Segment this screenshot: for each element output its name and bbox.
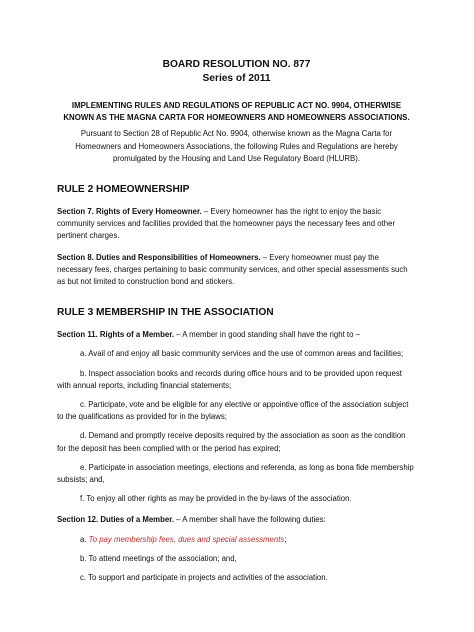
section-12-item-a-prefix: a. (80, 534, 89, 544)
section-12-item-a-suffix: ; (284, 534, 287, 544)
section-11-item-b-line1: b. Inspect association books and records during office hours and to be provided upon request (80, 368, 402, 378)
section-11 (57, 329, 416, 341)
section-11-item-e-line2: subsists; and, (57, 475, 105, 485)
section-11-item-c (57, 399, 416, 423)
section-8-title: Section 8. Duties and Responsibilities of Homeowners. (57, 252, 261, 262)
section-11-item-e-line1: e. Participate in association meetings, elections and referenda, as long as bona fide membership (80, 462, 414, 472)
section-12-item-a-highlight: To pay membership fees, dues and special assessments (88, 534, 285, 544)
section-11-item-d (57, 430, 416, 454)
section-11-text: – A member in good standing shall have the right to – (173, 330, 360, 340)
rule-3-heading: RULE 3 MEMBERSHIP IN THE ASSOCIATION (57, 307, 274, 319)
intro-paragraph: Pursuant to Section 28 of Republic Act No. 9904, otherwise known as the Magna Carta for Homeowners and Homeowners Associations, the following Rules and Regulations are hereby promulgated by the Housing and Land Use Regulatory Board (HLURB). (75, 129, 398, 163)
section-7-text: – Every homeowner has the right to enjoy the basic community services and facilities provided that the homeowner pays the necessary fees and other pertinent charges. (57, 207, 396, 241)
rule-2-heading: RULE 2 HOMEOWNERSHIP (57, 184, 190, 196)
section-12-text: – A member shall have the following duties: (174, 515, 326, 525)
section-11-item-e (57, 462, 416, 486)
section-12-title: Section 12. Duties of a Member. (57, 515, 174, 525)
section-12-item-b: b. To attend meetings of the association; and, (80, 553, 237, 563)
section-12-item-a (57, 534, 416, 546)
section-11-title: Section 11. Rights of a Member. (57, 330, 174, 340)
section-11-item-a: a. Avail of and enjoy all basic community services and the use of common areas and facilities; (80, 349, 404, 359)
section-11-item-b-line2: with annual reports, including financial statements; (57, 380, 232, 390)
section-7-title: Section 7. Rights of Every Homeowner. (57, 207, 202, 217)
section-11-item-c-line1: c. Participate, vote and be eligible for any elective or appointive office of the association subject (80, 400, 409, 410)
section-11-item-f: f. To enjoy all other rights as may be provided in the by-laws of the association. (80, 494, 352, 504)
resolution-series: Series of 2011 (202, 73, 271, 84)
section-11-item-b (57, 368, 416, 392)
section-11-item-d-line2: for the deposit has been complied with or the period has expired; (57, 443, 281, 453)
resolution-title: BOARD RESOLUTION NO. 877 (162, 59, 311, 70)
section-8-text: – Every homeowner must pay the necessary fees, charges pertaining to basic community services, and other special assessments such as but not limited to construction bond and stickers. (57, 252, 408, 287)
section-7 (57, 206, 416, 243)
section-8 (57, 252, 416, 289)
section-12 (57, 514, 416, 526)
section-11-item-d-line1: d. Demand and promptly receive deposits required by the association as soon as the condition (80, 431, 406, 441)
document-heading: IMPLEMENTING RULES AND REGULATIONS OF REPUBLIC ACT NO. 9904, OTHERWISE KNOWN AS THE MAGNA CARTA FOR HOMEOWNERS AND HOMEOWNERS ASSOCIATIONS. (63, 101, 410, 123)
section-12-item-c: c. To support and participate in projects and activities of the association. (80, 573, 328, 583)
section-11-item-c-line2: to the qualifications as provided for in the bylaws; (57, 412, 227, 422)
